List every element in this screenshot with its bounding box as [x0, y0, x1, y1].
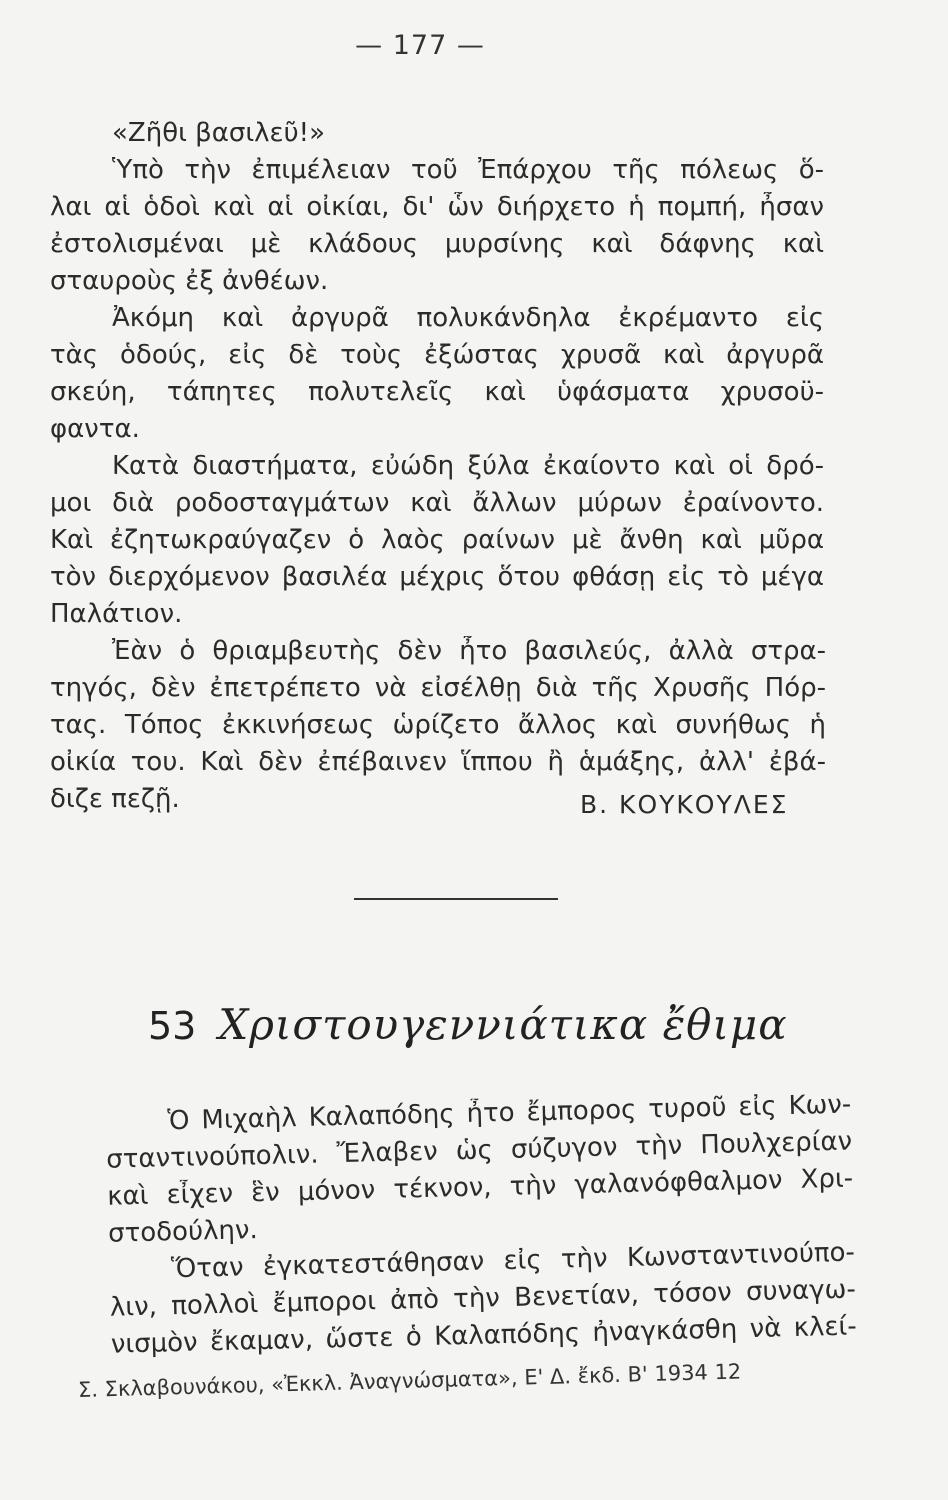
section-number: 53 — [148, 1004, 197, 1048]
author-signature: Β. ΚΟΥΚΟΥΛΕΣ — [580, 790, 789, 819]
footnote: Σ. Σκλαβουνάκου, «Ἐκκλ. Ἀναγνώσματα», Ε' Δ. ἔκδ. Β' 1934 12 — [77, 1359, 742, 1402]
text-line: τὸν διερχόμενον βασιλέα μέχρις ὅτου φθάσῃ εἰς τὸ μέγα — [50, 562, 824, 592]
text-line: Ἀκόμη καὶ ἀργυρᾶ πολυκάνδηλα ἐκρέμαντο εἰς — [112, 303, 824, 333]
section-heading — [148, 1000, 788, 1049]
text-line: Ὑπὸ τὴν ἐπιμέλειαν τοῦ Ἐπάρχου τῆς πόλεως ὅ- — [112, 155, 824, 185]
text-line: σταυροὺς ἐξ ἀνθέων. — [50, 266, 329, 296]
text-line: Παλάτιον. — [50, 599, 183, 629]
text-line: διζε πεζῇ. — [50, 784, 180, 814]
section-title: Χριστουγεννιάτικα ἔθιμα — [218, 1000, 788, 1049]
text-line: σταντινούπολιν. Ἔλαβεν ὡς σύζυγον τὴν Πουλχερίαν — [106, 1126, 853, 1175]
text-line: Καὶ ἐζητωκραύγαζεν ὁ λαὸς ραίνων μὲ ἄνθη καὶ μῦρα — [50, 525, 824, 555]
text-line: οἰκία του. Καὶ δὲν ἐπέβαινεν ἵππου ἢ ἁμάξης, ἀλλ' ἐβά- — [50, 747, 826, 777]
text-line: Κατὰ διαστήματα, εὐώδη ξύλα ἐκαίοντο καὶ οἱ δρό- — [112, 451, 824, 481]
text-line: τὰς ὁδούς, εἰς δὲ τοὺς ἐξώστας χρυσᾶ καὶ ἀργυρᾶ — [50, 340, 824, 370]
text-line: «Ζῆθι βασιλεῦ!» — [112, 118, 325, 148]
text-line: σκεύη, τάπητες πολυτελεῖς καὶ ὑφάσματα χρυσοϋ- — [50, 377, 824, 407]
text-line: καὶ εἶχεν ἓν μόνον τέκνον, τὴν γαλανόφθαλμον Χρι- — [106, 1163, 854, 1212]
text-line: Ὅταν ἐγκατεστάθησαν εἰς τὴν Κωνσταντινούπο- — [170, 1237, 856, 1285]
text-line: μοι διὰ ροδοσταγμάτων καὶ ἄλλων μύρων ἐραίνοντο. — [50, 488, 824, 518]
text-line: λιν, πολλοὶ ἔμποροι ἀπὸ τὴν Βενετίαν, τόσον συναγω- — [109, 1274, 857, 1323]
text-line: Ὁ Μιχαὴλ Καλαπόδης ἦτο ἔμπορος τυροῦ εἰς Κων- — [167, 1089, 852, 1137]
text-line: Ἐὰν ὁ θριαμβευτὴς δὲν ἦτο βασιλεύς, ἀλλὰ στρα- — [112, 636, 826, 666]
text-line: στοδούλην. — [107, 1215, 259, 1249]
text-line: νισμὸν ἔκαμαν, ὥστε ὁ Καλαπόδης ἠναγκάσθη νὰ κλεί- — [110, 1311, 858, 1360]
text-line: φαντα. — [50, 414, 140, 444]
section-divider — [354, 898, 558, 900]
text-line: τηγός, δὲν ἐπετρέπετο νὰ εἰσέλθῃ διὰ τῆς Χρυσῆς Πόρ- — [50, 673, 826, 703]
page-number: — 177 — — [355, 30, 485, 61]
text-line: τας. Τόπος ἐκκινήσεως ὡρίζετο ἄλλος καὶ συνήθως ἡ — [50, 710, 826, 740]
text-line: λαι αἱ ὁδοὶ καὶ αἱ οἰκίαι, δι' ὧν διήρχετο ἡ πομπή, ἦσαν — [50, 192, 824, 222]
text-line: ἐστολισμέναι μὲ κλάδους μυρσίνης καὶ δάφνης καὶ — [50, 229, 824, 259]
